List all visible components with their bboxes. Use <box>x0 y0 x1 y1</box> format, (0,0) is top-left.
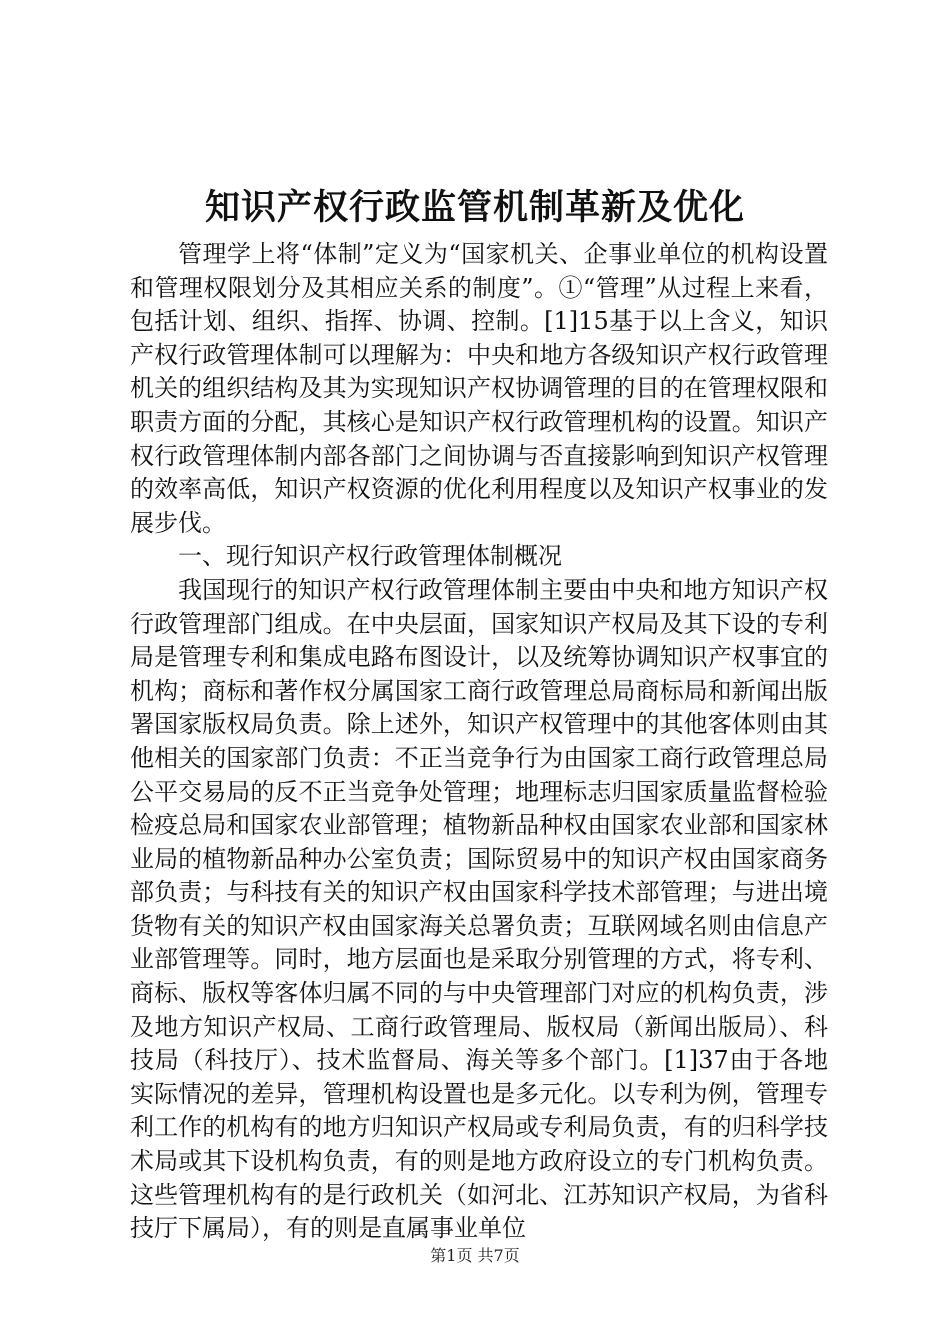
paragraph-overview: 我国现行的知识产权行政管理体制主要由中央和地方知识产权行政管理部门组成。在中央层面，国家知识产权局及其下设的专利局是管理专利和集成电路布图设计，以及统筹协调知识产权事宜的机构；商标和著作权分属国家工商行政管理总局商标局和新闻出版署国家版权局负责。除上述外，知识产权管理中的其他客体则由其他相关的国家部门负责：不正当竞争行为由国家工商行政管理总局公平交易局的反不正当竞争处管理；地理标志归国家质量监督检验检疫总局和国家农业部管理；植物新品种权由国家农业部和国家林业局的植物新品种办公室负责；国际贸易中的知识产权由国家商务部负责；与科技有关的知识产权由国家科学技术部管理；与进出境货物有关的知识产权由国家海关总署负责；互联网域名则由信息产业部管理等。同时，地方层面也是采取分别管理的方式，将专利、商标、版权等客体归属不同的与中央管理部门对应的机构负责，涉及地方知识产权局、工商行政管理局、版权局（新闻出版局）、科技局（科技厅）、技术监督局、海关等多个部门。[1]37由于各地实际情况的差异，管理机构设置也是多元化。以专利为例，管理专利工作的机构有的地方归知识产权局或专利局负责，有的归科学技术局或其下设机构负责，有的则是地方政府设立的专门机构负责。这些管理机构有的是行政机关（如河北、江苏知识产权局，为省科技厅下属局），有的则是直属事业单位 <box>130 575 828 1243</box>
paragraph-intro: 管理学上将“体制”定义为“国家机关、企事业单位的机构设置和管理权限划分及其相应关系的制度”。①“管理”从过程上来看，包括计划、组织、指挥、协调、控制。[1]15基于以上含义，知识产权行政管理体制可以理解为：中央和地方各级知识产权行政管理机关的组织结构及其为实现知识产权协调管理的目的在管理权限和职责方面的分配，其核心是知识产权行政管理机构的设置。知识产权行政管理体制内部各部门之间协调与否直接影响到知识产权管理的效率高低，知识产权资源的优化利用程度以及知识产权事业的发展步伐。 <box>130 240 828 537</box>
document-title: 知识产权行政监管机制革新及优化 <box>204 187 745 228</box>
document-body <box>130 238 828 1246</box>
section-heading: 一、现行知识产权行政管理体制概况 <box>178 542 562 571</box>
page-footer: 第1页 共7页 <box>430 1246 520 1265</box>
